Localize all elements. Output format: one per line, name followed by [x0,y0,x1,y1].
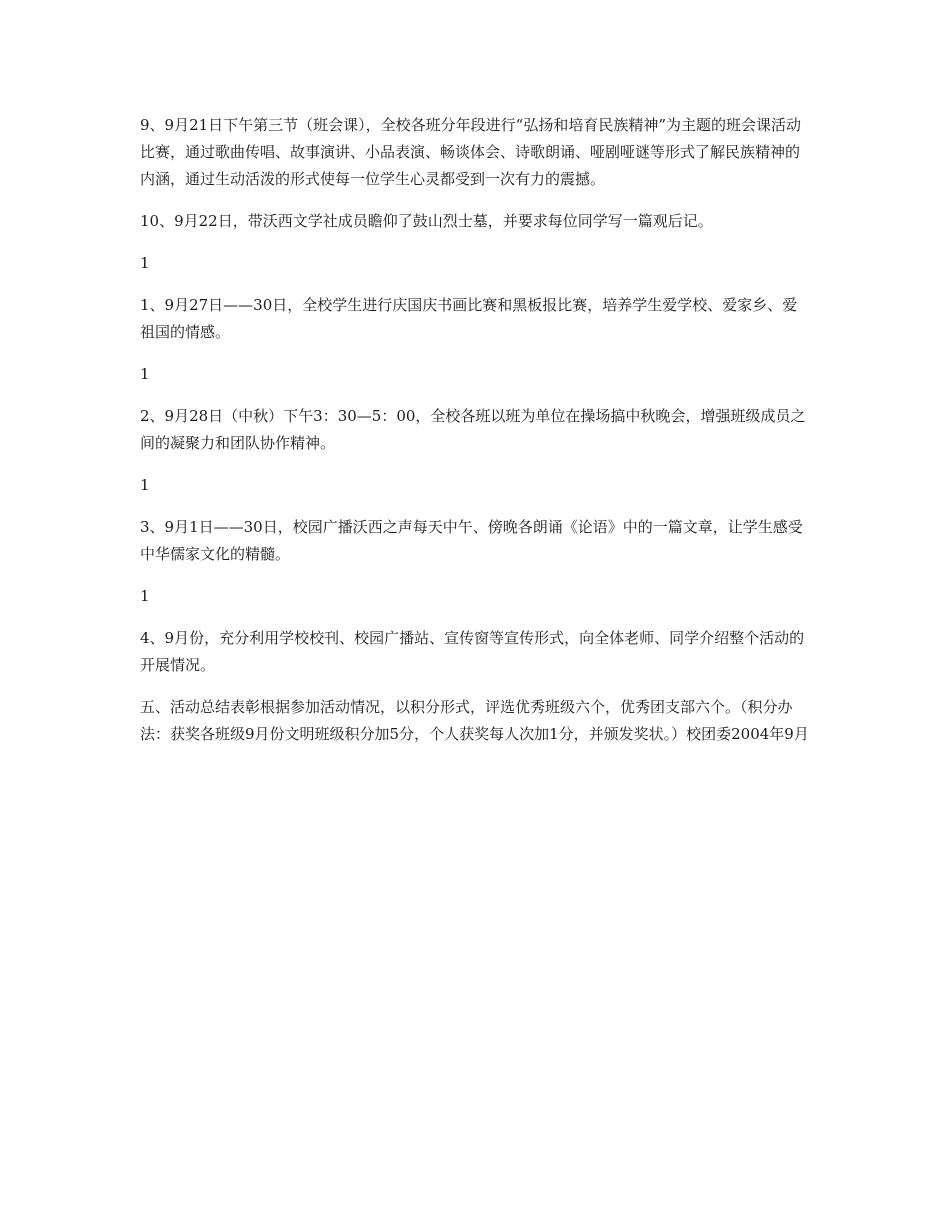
page-marker: 1 [140,587,150,605]
paragraph-item-1: 1、9月27日——30日，全校学生进行庆国庆书画比赛和黑板报比赛，培养学生爱学校、爱家乡、爱祖国的情感。 [140,296,798,341]
page-marker: 1 [140,476,150,494]
paragraph-item-2: 2、9月28日（中秋）下午3：30—5：00，全校各班以班为单位在操场搞中秋晚会，增强班级成员之间的凝聚力和团队协作精神。 [140,407,806,452]
paragraph-item-3: 3、9月1日——30日，校园广播沃西之声每天中午、傍晚各朗诵《论语》中的一篇文章，让学生感受中华儒家文化的精髓。 [140,518,803,563]
paragraph-item-4: 4、9月份，充分利用学校校刊、校园广播站、宣传窗等宣传形式，向全体老师、同学介绍整个活动的开展情况。 [140,629,805,674]
paragraph-summary: 五、活动总结表彰根据参加活动情况，以积分形式，评选优秀班级六个，优秀团支部六个。（积分办法：获奖各班级9月份文明班级积分加5分，个人获奖每人次加1分，并颁发奖状。）校团委2004年9月 [140,698,809,743]
page-marker: 1 [140,254,150,272]
document-page [140,112,812,763]
paragraph-item-9: 9、9月21日下午第三节（班会课），全校各班分年段进行“弘扬和培育民族精神”为主题的班会课活动比赛，通过歌曲传唱、故事演讲、小品表演、畅谈体会、诗歌朗诵、哑剧哑谜等形式了解民族精神的内涵，通过生动活泼的形式使每一位学生心灵都受到一次有力的震撼。 [140,116,802,188]
page-marker: 1 [140,365,150,383]
paragraph-item-10: 10、9月22日，带沃西文学社成员瞻仰了鼓山烈士墓，并要求每位同学写一篇观后记。 [140,212,713,230]
